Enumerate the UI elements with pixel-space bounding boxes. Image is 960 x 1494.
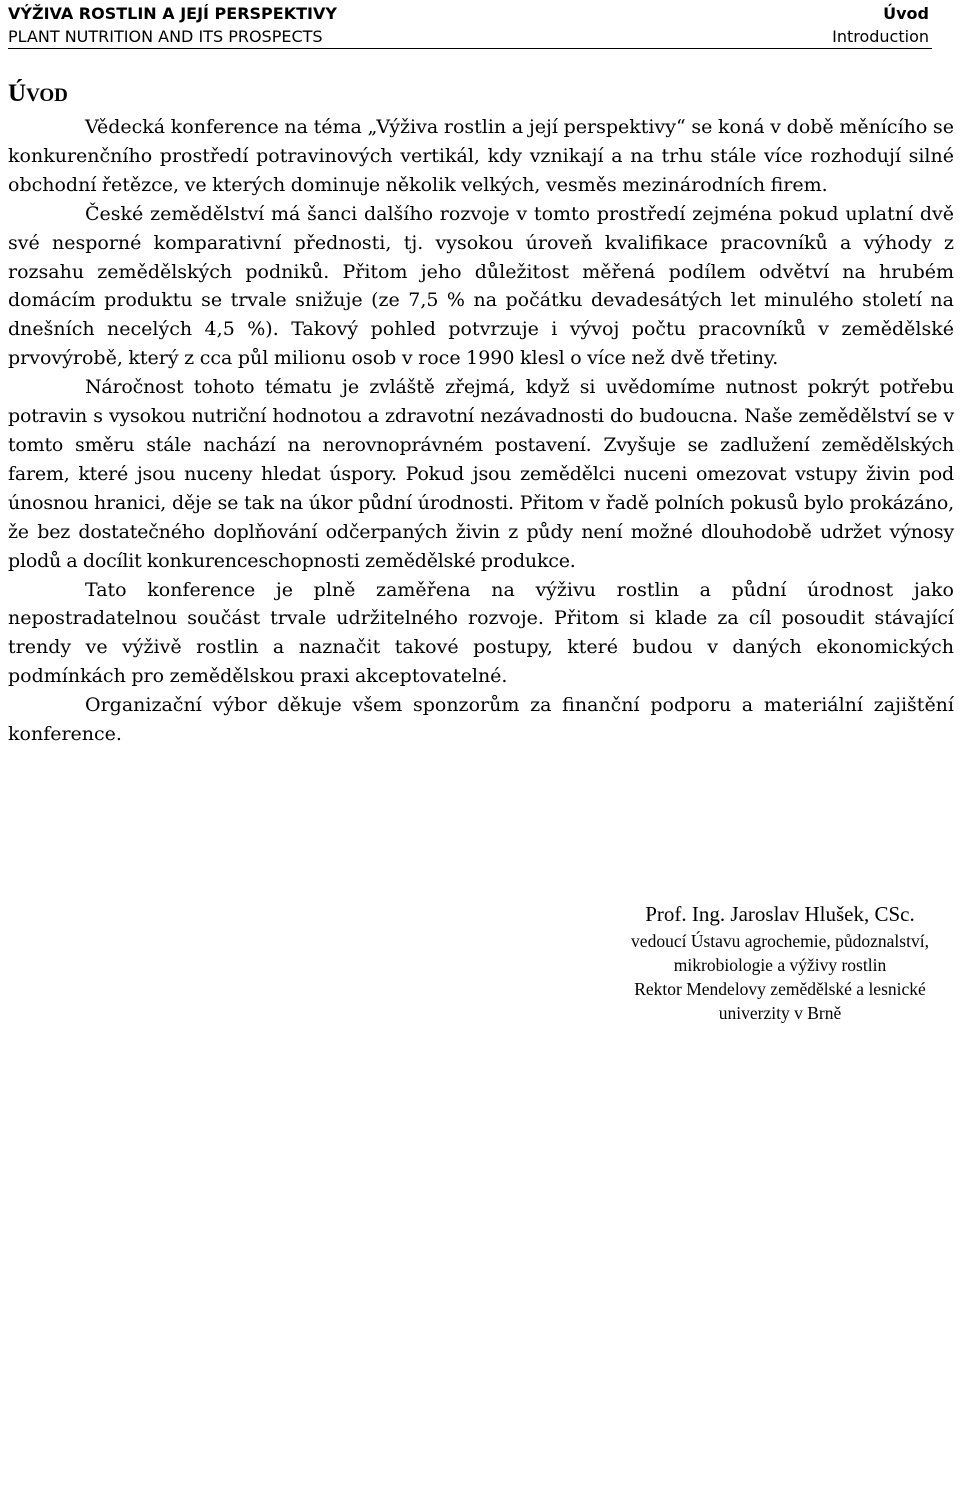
paragraph-5: Organizační výbor děkuje všem sponzorům za finanční podporu a materiální zajištění konference.	[8, 694, 954, 746]
signature-name: Prof. Ing. Jaroslav Hlušek, CSc.	[645, 902, 915, 926]
signature-role-1: vedoucí Ústavu agrochemie, půdoznalství,	[631, 931, 929, 951]
paragraph-1: Vědecká konference na téma „Výživa rostlin a její perspektivy“ se koná v době měnícího se konkurenčního prostředí potravinových vertikál, kdy vznikají a na trhu stále více rozhodují silné obchodní řetězce, ve kterých dominuje několik velkých, vesměs mezinárodních firem.	[8, 116, 954, 196]
document-body	[8, 77, 954, 749]
header-section-cz: Úvod	[883, 4, 929, 23]
heading-initial: Ú	[8, 80, 27, 107]
header-title-en: PLANT NUTRITION AND ITS PROSPECTS	[8, 27, 323, 46]
running-header	[8, 2, 929, 48]
signature-role-3: Rektor Mendelovy zemědělské a lesnické	[634, 979, 926, 999]
paragraph-4: Tato konference je plně zaměřena na výživu rostlin a půdní úrodnost jako nepostradatelnou součást trvale udržitelného rozvoje. Přitom si klade za cíl posoudit stávající trendy ve výživě rostlin a naznačit takové postupy, které budou v daných ekonomických podmínkách pro zemědělskou praxi akceptovatelné.	[8, 578, 954, 688]
signature-role-2: mikrobiologie a výživy rostlin	[673, 955, 887, 975]
header-title-cz: VÝŽIVA ROSTLIN A JEJÍ PERSPEKTIVY	[8, 4, 337, 23]
header-row-regular	[8, 25, 929, 48]
header-divider	[8, 48, 932, 49]
paragraph-3: Náročnost tohoto tématu je zvláště zřejmá, když si uvědomíme nutnost pokrýt potřebu potravin s vysokou nutriční hodnotou a zdravotní nezávadnosti do budoucna. Naše zemědělství se v tomto směru stále nachází na nerovnoprávném postavení. Zvyšuje se zadlužení zemědělských farem, které jsou nuceny hledat úspory. Pokud jsou zemědělci nuceni omezovat vstupy živin pod únosnou hranici, děje se tak na úkor půdní úrodnosti. Přitom v řadě polních pokusů bylo prokázáno, že bez dostatečného doplňování odčerpaných živin z půdy není možné dlouhodobě udržet výnosy plodů a docílit konkurenceschopnosti zemědělské produkce.	[8, 376, 954, 572]
header-section-en: Introduction	[832, 27, 929, 46]
paragraph-2: České zemědělství má šanci dalšího rozvoje v tomto prostředí zejména pokud uplatní dvě své nesporné komparativní přednosti, tj. vysokou úroveň kvalifikace pracovníků a výhody z rozsahu zemědělských podniků. Přitom jeho důležitost měřená podílem odvětví na hrubém domácím produktu se trvale snižuje (ze 7,5 % na počátku devadesátých let minulého století na dnešních necelých 4,5 %). Takový pohled potvrzuje i vývoj počtu pracovníků v zemědělské prvovýrobě, který z cca půl milionu osob v roce 1990 klesl o více než dvě třetiny.	[8, 202, 954, 370]
section-heading	[8, 77, 954, 113]
signature-block	[550, 899, 960, 1025]
header-row-bold	[8, 2, 929, 25]
heading-rest: VOD	[26, 85, 68, 106]
signature-role-4: univerzity v Brně	[718, 1003, 842, 1023]
